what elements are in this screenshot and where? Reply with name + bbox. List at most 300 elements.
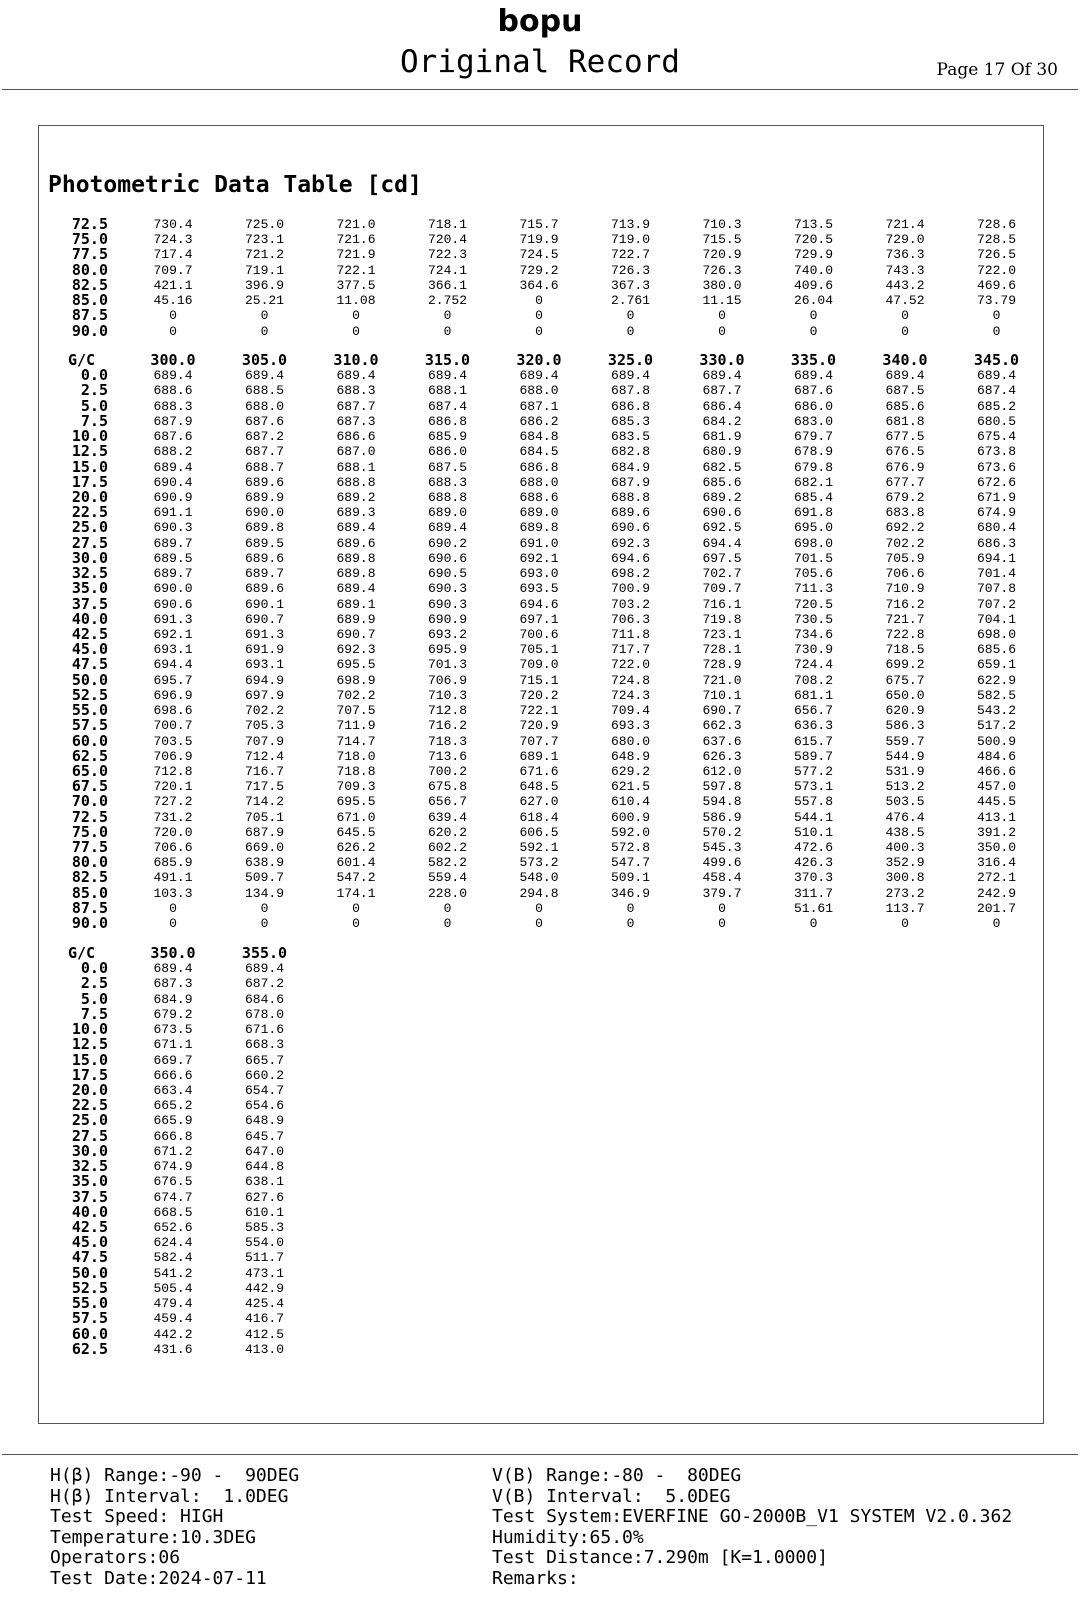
- intensity-cell: 0: [169, 323, 177, 339]
- intensity-cell: 0: [535, 308, 543, 324]
- intensity-cell: 725.0: [244, 217, 284, 232]
- gamma-angle-label: 65.0: [71, 761, 108, 780]
- intensity-cell: 688.8: [336, 474, 376, 490]
- gamma-angle-label: 77.5: [71, 245, 108, 264]
- intensity-cell: 692.2: [885, 520, 925, 536]
- intensity-cell: 703.2: [610, 596, 650, 612]
- intensity-cell: 690.4: [153, 474, 193, 490]
- intensity-cell: 273.2: [885, 885, 925, 901]
- intensity-cell: 656.7: [793, 703, 833, 719]
- gamma-angle-label: 67.5: [71, 777, 108, 796]
- intensity-cell: 681.9: [702, 429, 742, 445]
- intensity-cell: 517.2: [976, 718, 1016, 734]
- intensity-cell: 697.9: [244, 687, 284, 703]
- intensity-cell: 683.8: [885, 505, 925, 521]
- intensity-cell: 721.0: [336, 217, 376, 232]
- intensity-cell: 721.4: [885, 217, 925, 232]
- intensity-cell: 680.5: [976, 413, 1016, 429]
- intensity-cell: 687.1: [519, 398, 559, 414]
- intensity-cell: 676.5: [885, 444, 925, 460]
- intensity-cell: 25.21: [244, 293, 284, 309]
- intensity-cell: 671.9: [976, 489, 1016, 505]
- intensity-cell: 689.8: [244, 520, 284, 536]
- intensity-cell: 690.3: [427, 581, 467, 597]
- gamma-angle-label: 10.0: [71, 427, 108, 446]
- intensity-cell: 689.4: [427, 368, 467, 384]
- gamma-angle-label: 32.5: [71, 1157, 108, 1176]
- footer-right-line: V(B) Range:-80 - 80DEG: [492, 1465, 742, 1486]
- intensity-cell: 700.2: [427, 763, 467, 779]
- gamma-angle-label: 45.0: [71, 640, 108, 659]
- intensity-cell: 699.2: [885, 657, 925, 673]
- intensity-cell: 717.5: [244, 779, 284, 795]
- gamma-angle-label: 57.5: [71, 716, 108, 735]
- gamma-angle-label: 30.0: [71, 1141, 108, 1160]
- intensity-cell: 688.2: [153, 444, 193, 460]
- intensity-cell: 690.6: [610, 520, 650, 536]
- intensity-cell: 689.4: [702, 368, 742, 384]
- intensity-cell: 705.1: [244, 809, 284, 825]
- footer-left: [50, 1466, 299, 1589]
- intensity-cell: 674.7: [153, 1189, 193, 1205]
- intensity-cell: 458.4: [702, 870, 742, 886]
- intensity-cell: 720.0: [153, 824, 193, 840]
- intensity-cell: 724.1: [427, 262, 467, 278]
- footer-divider: [2, 1454, 1078, 1455]
- intensity-cell: 687.9: [153, 413, 193, 429]
- intensity-cell: 697.5: [702, 550, 742, 566]
- intensity-cell: 547.7: [610, 855, 650, 871]
- intensity-cell: 645.7: [244, 1128, 284, 1144]
- intensity-cell: 722.1: [519, 703, 559, 719]
- intensity-cell: 0: [626, 916, 635, 932]
- intensity-cell: 694.4: [153, 657, 193, 673]
- intensity-cell: 689.3: [336, 505, 376, 521]
- intensity-cell: 712.8: [153, 763, 193, 779]
- intensity-cell: 689.2: [336, 489, 376, 505]
- intensity-cell: 687.9: [610, 474, 650, 490]
- intensity-cell: 682.5: [702, 459, 742, 475]
- gamma-angle-label: 27.5: [71, 1126, 108, 1145]
- intensity-cell: 0: [260, 916, 269, 932]
- c-angle-header: 335.0: [790, 351, 837, 369]
- intensity-cell: 582.2: [427, 855, 467, 871]
- intensity-cell: 689.0: [519, 505, 559, 521]
- intensity-cell: 686.4: [702, 398, 742, 414]
- c-angle-header: 345.0: [973, 351, 1020, 369]
- c-angle-header: 340.0: [882, 351, 928, 369]
- intensity-cell: 690.7: [702, 703, 742, 719]
- intensity-cell: 666.8: [153, 1128, 193, 1144]
- intensity-cell: 701.5: [793, 550, 833, 566]
- gamma-angle-label: 50.0: [71, 1263, 108, 1282]
- intensity-cell: 689.4: [244, 961, 284, 977]
- intensity-cell: 272.1: [976, 870, 1016, 886]
- intensity-cell: 586.9: [702, 809, 742, 825]
- intensity-cell: 685.3: [610, 413, 650, 429]
- intensity-cell: 689.5: [244, 535, 284, 551]
- intensity-cell: 694.1: [976, 550, 1016, 566]
- intensity-cell: 687.4: [427, 398, 467, 414]
- intensity-cell: 679.7: [793, 429, 833, 445]
- intensity-cell: 694.4: [702, 535, 742, 551]
- intensity-cell: 721.7: [885, 611, 925, 627]
- footer-right: [492, 1466, 1012, 1589]
- intensity-cell: 672.6: [976, 474, 1016, 490]
- intensity-cell: 688.7: [244, 459, 284, 475]
- gamma-angle-label: 2.5: [80, 381, 108, 400]
- gamma-angle-label: 90.0: [71, 914, 108, 933]
- gamma-angle-label: 35.0: [71, 579, 108, 598]
- intensity-cell: 689.1: [519, 748, 559, 764]
- intensity-cell: 438.5: [885, 824, 925, 840]
- intensity-cell: 721.2: [244, 247, 284, 263]
- footer-left-line: Test Speed: HIGH: [50, 1506, 224, 1527]
- intensity-cell: 620.9: [885, 703, 925, 719]
- intensity-cell: 691.9: [244, 642, 284, 658]
- gamma-angle-label: 15.0: [71, 1050, 108, 1069]
- intensity-cell: 559.7: [885, 733, 925, 749]
- intensity-cell: 698.2: [610, 566, 650, 582]
- intensity-cell: 702.2: [336, 687, 376, 703]
- intensity-cell: 716.7: [244, 763, 284, 779]
- intensity-cell: 350.0: [976, 840, 1016, 856]
- gamma-angle-label: 5.0: [80, 396, 108, 415]
- intensity-cell: 582.4: [153, 1250, 193, 1266]
- intensity-cell: 473.1: [244, 1265, 284, 1281]
- intensity-cell: 636.3: [793, 718, 833, 734]
- intensity-cell: 416.7: [244, 1311, 284, 1327]
- intensity-cell: 729.0: [885, 232, 925, 248]
- intensity-cell: 718.8: [336, 763, 376, 779]
- intensity-cell: 711.8: [610, 626, 650, 642]
- intensity-cell: 0: [535, 900, 543, 916]
- intensity-cell: 727.2: [153, 794, 193, 810]
- intensity-cell: 242.9: [976, 885, 1016, 901]
- intensity-cell: 686.0: [427, 444, 467, 460]
- intensity-cell: 682.1: [793, 474, 833, 490]
- intensity-cell: 698.0: [793, 535, 833, 551]
- intensity-cell: 113.7: [885, 900, 925, 916]
- intensity-cell: 469.6: [976, 277, 1016, 293]
- intensity-cell: 720.4: [427, 232, 467, 248]
- intensity-cell: 700.6: [519, 626, 559, 642]
- intensity-cell: 721.6: [336, 232, 376, 248]
- gamma-angle-label: 47.5: [71, 655, 108, 674]
- intensity-cell: 585.3: [244, 1219, 284, 1235]
- intensity-cell: 722.1: [336, 262, 376, 278]
- gamma-angle-label: 5.0: [80, 989, 108, 1008]
- intensity-cell: 679.2: [153, 1006, 193, 1022]
- gamma-angle-label: 62.5: [71, 746, 108, 765]
- intensity-cell: 545.3: [702, 840, 742, 856]
- c-angle-header: 305.0: [241, 351, 288, 369]
- intensity-cell: 665.7: [244, 1052, 284, 1068]
- intensity-cell: 711.9: [336, 718, 376, 734]
- document-title: Original Record: [400, 44, 680, 80]
- intensity-cell: 702.7: [702, 566, 742, 582]
- intensity-cell: 680.9: [702, 444, 742, 460]
- intensity-cell: 678.9: [793, 444, 833, 460]
- footer-left-line: H(β) Interval: 1.0DEG: [50, 1485, 289, 1507]
- intensity-cell: 499.6: [702, 855, 742, 871]
- intensity-cell: 472.6: [793, 840, 833, 856]
- intensity-cell: 602.2: [427, 840, 467, 856]
- gamma-angle-label: 37.5: [71, 594, 108, 613]
- intensity-cell: 577.2: [793, 763, 833, 779]
- intensity-cell: 316.4: [976, 855, 1016, 871]
- intensity-cell: 484.6: [976, 748, 1016, 764]
- intensity-cell: 710.9: [885, 581, 925, 597]
- intensity-cell: 685.6: [702, 474, 742, 490]
- intensity-cell: 689.6: [244, 581, 284, 597]
- intensity-cell: 689.8: [519, 520, 559, 536]
- intensity-cell: 673.6: [976, 459, 1016, 475]
- intensity-cell: 743.3: [885, 262, 925, 278]
- intensity-cell: 442.9: [244, 1280, 284, 1296]
- intensity-cell: 647.0: [244, 1143, 284, 1159]
- intensity-cell: 689.4: [519, 368, 559, 384]
- intensity-cell: 712.8: [427, 703, 467, 719]
- intensity-cell: 687.0: [336, 444, 376, 460]
- intensity-cell: 689.9: [244, 489, 284, 505]
- intensity-cell: 676.9: [885, 459, 925, 475]
- intensity-cell: 425.4: [244, 1296, 284, 1312]
- intensity-cell: 665.9: [153, 1113, 193, 1129]
- intensity-cell: 720.5: [793, 596, 833, 612]
- intensity-cell: 690.9: [153, 489, 193, 505]
- intensity-cell: 675.4: [976, 429, 1016, 445]
- gamma-angle-label: 20.0: [71, 1080, 108, 1099]
- gc-header-label: G/C: [68, 351, 96, 369]
- intensity-cell: 684.6: [244, 991, 284, 1007]
- gamma-angle-label: 10.0: [71, 1020, 108, 1039]
- intensity-cell: 671.6: [519, 763, 559, 779]
- intensity-cell: 687.8: [610, 383, 650, 399]
- intensity-cell: 689.4: [976, 368, 1016, 384]
- intensity-cell: 712.4: [244, 748, 284, 764]
- intensity-cell: 707.7: [519, 733, 559, 749]
- intensity-cell: 0: [992, 308, 1001, 324]
- intensity-cell: 705.9: [885, 550, 925, 566]
- intensity-cell: 718.1: [427, 217, 467, 232]
- intensity-cell: 531.9: [885, 763, 925, 779]
- intensity-cell: 73.79: [976, 293, 1016, 309]
- intensity-cell: 624.4: [153, 1235, 193, 1251]
- intensity-cell: 0: [535, 293, 543, 309]
- intensity-cell: 707.5: [336, 703, 376, 719]
- intensity-cell: 675.8: [427, 779, 467, 795]
- intensity-cell: 710.1: [702, 687, 742, 703]
- intensity-cell: 689.4: [610, 368, 650, 384]
- intensity-cell: 644.8: [244, 1159, 284, 1175]
- intensity-cell: 505.4: [153, 1280, 193, 1296]
- intensity-cell: 710.3: [702, 217, 742, 232]
- c-angle-header: 310.0: [333, 351, 379, 369]
- intensity-cell: 706.6: [153, 840, 193, 856]
- intensity-cell: 714.2: [244, 794, 284, 810]
- intensity-cell: 582.5: [976, 687, 1016, 703]
- c-angle-header: 315.0: [424, 351, 471, 369]
- intensity-cell: 0: [626, 308, 635, 324]
- gamma-angle-label: 0.0: [80, 366, 108, 385]
- intensity-cell: 0: [352, 916, 360, 932]
- intensity-cell: 0: [626, 323, 635, 339]
- intensity-cell: 0: [809, 308, 818, 324]
- gamma-angle-label: 35.0: [71, 1172, 108, 1191]
- intensity-cell: 694.9: [244, 672, 284, 688]
- intensity-cell: 713.9: [610, 217, 650, 232]
- page-number: Page 17 Of 30: [936, 60, 1058, 80]
- intensity-cell: 671.6: [244, 1022, 284, 1038]
- gamma-angle-label: 72.5: [71, 215, 108, 233]
- intensity-cell: 654.7: [244, 1082, 284, 1098]
- intensity-cell: 601.4: [336, 855, 376, 871]
- intensity-cell: 687.5: [427, 459, 467, 475]
- intensity-cell: 412.5: [244, 1326, 284, 1342]
- intensity-cell: 659.1: [976, 657, 1016, 673]
- intensity-cell: 689.1: [336, 596, 376, 612]
- gamma-angle-label: 85.0: [71, 883, 108, 902]
- intensity-cell: 594.8: [702, 794, 742, 810]
- intensity-cell: 728.6: [976, 217, 1016, 232]
- header-divider: [2, 89, 1078, 90]
- gamma-angle-label: 22.5: [71, 503, 108, 522]
- intensity-cell: 720.5: [793, 232, 833, 248]
- intensity-cell: 366.1: [427, 277, 467, 293]
- intensity-cell: 684.2: [702, 413, 742, 429]
- gamma-angle-label: 70.0: [71, 792, 108, 811]
- intensity-cell: 491.1: [153, 870, 193, 886]
- intensity-cell: 620.2: [427, 824, 467, 840]
- c-angle-header: 355.0: [241, 944, 288, 962]
- intensity-cell: 637.6: [702, 733, 742, 749]
- intensity-cell: 671.1: [153, 1037, 193, 1053]
- gamma-angle-label: 77.5: [71, 838, 108, 857]
- gamma-angle-label: 82.5: [71, 275, 108, 294]
- intensity-cell: 479.4: [153, 1296, 193, 1312]
- intensity-cell: 695.0: [793, 520, 833, 536]
- footer-right-line: Remarks:: [492, 1567, 579, 1589]
- intensity-cell: 698.9: [336, 672, 376, 688]
- intensity-cell: 673.8: [976, 444, 1016, 460]
- intensity-cell: 668.5: [153, 1204, 193, 1220]
- intensity-cell: 690.5: [427, 566, 467, 582]
- intensity-cell: 723.1: [702, 626, 742, 642]
- intensity-cell: 671.2: [153, 1143, 193, 1159]
- intensity-cell: 645.5: [336, 824, 376, 840]
- intensity-cell: 0: [443, 916, 452, 932]
- gamma-angle-label: 42.5: [71, 1217, 108, 1236]
- intensity-cell: 377.5: [336, 277, 376, 293]
- footer-left-line: Test Date:2024-07-11: [50, 1567, 267, 1589]
- gamma-angle-label: 87.5: [71, 898, 108, 917]
- intensity-cell: 684.5: [519, 444, 559, 460]
- footer-right-line: V(B) Interval: 5.0DEG: [492, 1485, 731, 1507]
- gamma-angle-label: 80.0: [71, 260, 108, 279]
- intensity-cell: 690.3: [153, 520, 193, 536]
- footer-left-line: Operators:06: [50, 1547, 181, 1568]
- intensity-cell: 705.1: [519, 642, 559, 658]
- intensity-cell: 548.0: [519, 870, 559, 886]
- intensity-cell: 663.4: [153, 1082, 193, 1098]
- intensity-cell: 690.2: [427, 535, 467, 551]
- intensity-cell: 421.1: [153, 277, 193, 293]
- intensity-cell: 686.8: [610, 398, 650, 414]
- intensity-cell: 729.9: [793, 247, 833, 263]
- intensity-cell: 0: [718, 308, 726, 324]
- intensity-cell: 709.0: [519, 657, 559, 673]
- intensity-cell: 681.8: [885, 413, 925, 429]
- intensity-cell: 692.3: [336, 642, 376, 658]
- intensity-cell: 690.7: [336, 626, 376, 642]
- intensity-cell: 2.761: [610, 293, 650, 309]
- intensity-cell: 660.2: [244, 1067, 284, 1083]
- intensity-cell: 718.3: [427, 733, 467, 749]
- intensity-cell: 0: [443, 308, 452, 324]
- intensity-cell: 445.5: [976, 794, 1016, 810]
- intensity-cell: 0: [352, 308, 360, 324]
- intensity-cell: 693.2: [427, 626, 467, 642]
- intensity-cell: 0: [352, 323, 360, 339]
- intensity-cell: 669.0: [244, 840, 284, 856]
- intensity-cell: 676.5: [153, 1174, 193, 1190]
- intensity-cell: 692.5: [702, 520, 742, 536]
- intensity-cell: 689.4: [427, 520, 467, 536]
- gamma-angle-label: 30.0: [71, 548, 108, 567]
- intensity-cell: 689.8: [336, 550, 376, 566]
- intensity-cell: 690.7: [244, 611, 284, 627]
- intensity-cell: 691.3: [153, 611, 193, 627]
- intensity-cell: 686.6: [336, 429, 376, 445]
- intensity-cell: 443.2: [885, 277, 925, 293]
- gamma-angle-label: 75.0: [71, 230, 108, 249]
- intensity-cell: 689.4: [885, 368, 925, 384]
- intensity-cell: 45.16: [153, 293, 193, 309]
- intensity-cell: 687.3: [153, 976, 193, 992]
- gamma-angle-label: 7.5: [80, 411, 108, 430]
- intensity-cell: 592.0: [610, 824, 650, 840]
- intensity-cell: 688.6: [153, 383, 193, 399]
- intensity-cell: 543.2: [976, 703, 1016, 719]
- intensity-cell: 713.6: [427, 748, 467, 764]
- intensity-cell: 687.6: [793, 383, 833, 399]
- intensity-cell: 509.7: [244, 870, 284, 886]
- intensity-cell: 690.6: [427, 550, 467, 566]
- intensity-cell: 668.3: [244, 1037, 284, 1053]
- footer-right-line: Test System:EVERFINE GO-2000B_V1 SYSTEM V2.0.362: [492, 1506, 1013, 1527]
- intensity-cell: 688.8: [427, 489, 467, 505]
- intensity-cell: 413.0: [244, 1341, 284, 1357]
- intensity-cell: 719.0: [610, 232, 650, 248]
- intensity-cell: 722.8: [885, 626, 925, 642]
- intensity-cell: 708.2: [793, 672, 833, 688]
- intensity-cell: 639.4: [427, 809, 467, 825]
- intensity-cell: 740.0: [793, 262, 833, 278]
- footer-left-line: H(β) Range:-90 - 90DEG: [50, 1465, 300, 1486]
- intensity-cell: 688.1: [336, 459, 376, 475]
- intensity-cell: 689.4: [244, 368, 284, 384]
- intensity-cell: 300.8: [885, 870, 925, 886]
- intensity-cell: 698.6: [153, 703, 193, 719]
- intensity-cell: 684.9: [153, 991, 193, 1007]
- intensity-cell: 666.6: [153, 1067, 193, 1083]
- intensity-cell: 709.7: [702, 581, 742, 597]
- intensity-cell: 0: [260, 308, 269, 324]
- intensity-cell: 0: [352, 900, 360, 916]
- intensity-cell: 695.7: [153, 672, 193, 688]
- gamma-angle-label: 47.5: [71, 1248, 108, 1267]
